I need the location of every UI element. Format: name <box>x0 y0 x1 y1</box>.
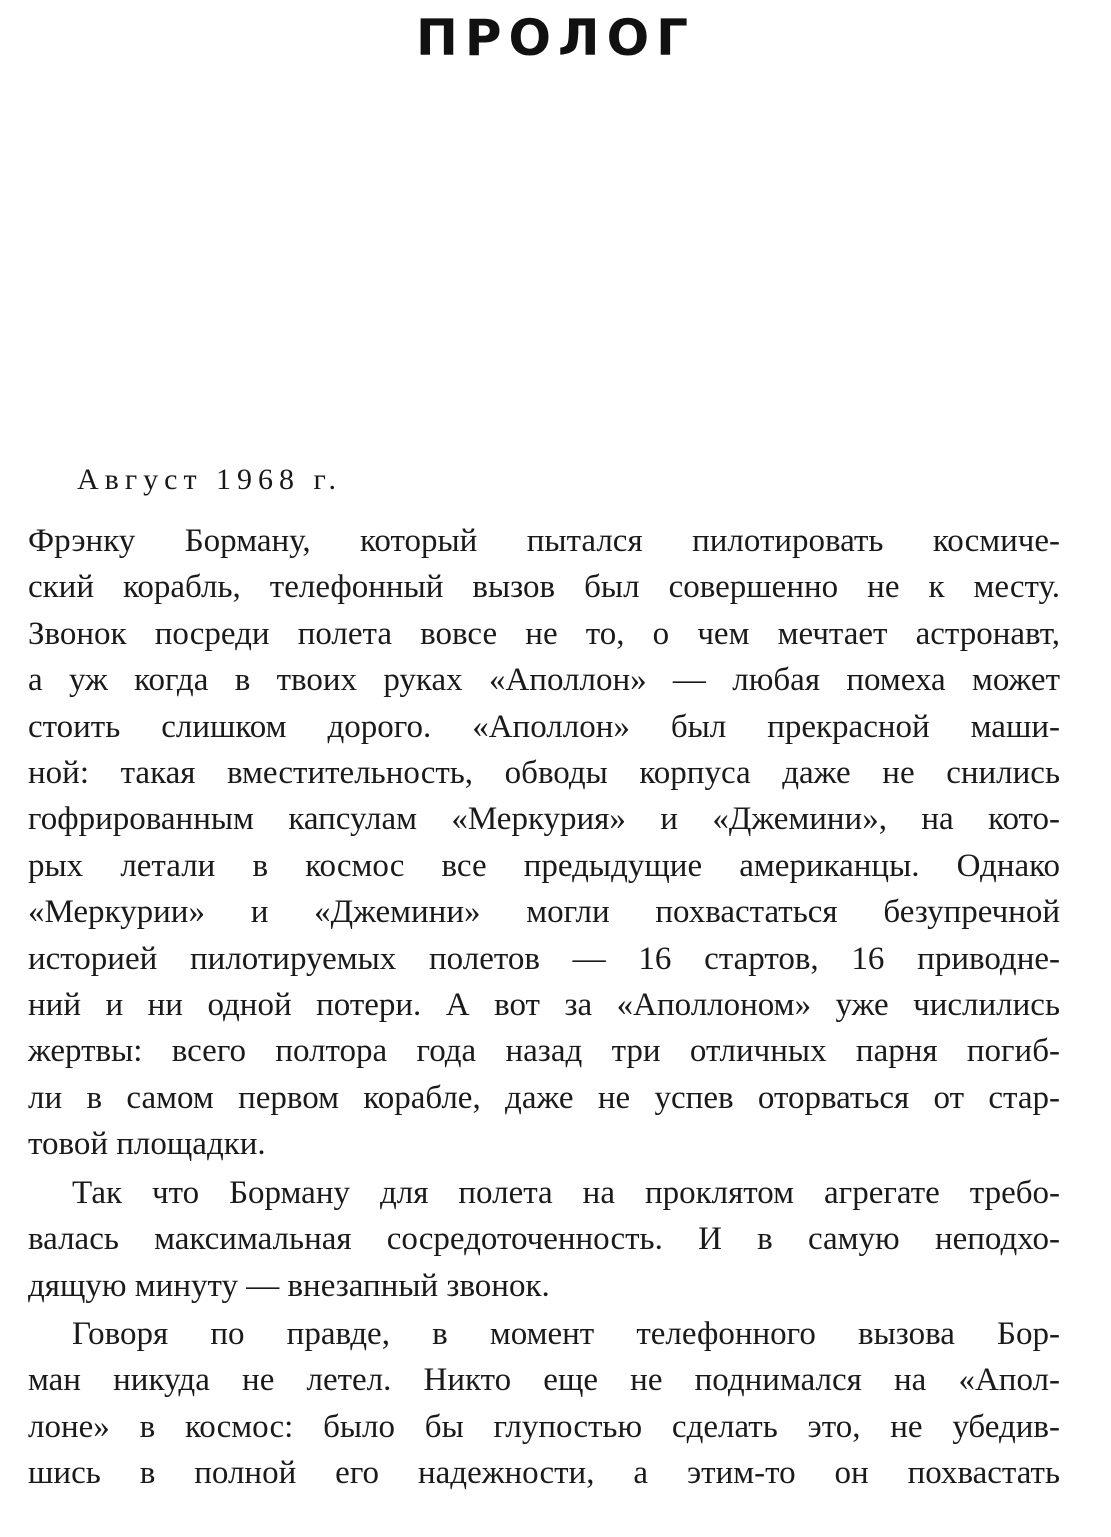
text-line: жертвы: всего полтора года назад три отличных парня погиб- <box>28 1033 1060 1070</box>
paragraph-1 <box>28 518 1060 1168</box>
text-line: Фрэнку Борману, который пытался пилотировать космиче- <box>28 523 1060 559</box>
text-line: Звонок посреди полета вовсе не то, о чем мечтает астронавт, <box>28 615 1060 652</box>
text-line: шись в полной его надежности, а этим-то он похвастать <box>28 1455 1060 1492</box>
text-line: ский корабль, телефонный вызов был совершенно не к месту. <box>28 569 1060 606</box>
text-line: историей пилотируемых полетов — 16 стартов, 16 приводне- <box>28 940 1060 977</box>
text-line: товой площадки. <box>28 1126 266 1163</box>
text-line: Так что Борману для полета на проклятом агрегате требо- <box>72 1174 1060 1211</box>
text-line: а уж когда в твоих руках «Аполлон» — любая помеха может <box>28 662 1060 699</box>
text-line: дящую минуту — внезапный звонок. <box>28 1267 550 1304</box>
text-line: валась максимальная сосредоточенность. И в самую неподхо- <box>28 1221 1060 1258</box>
text-line: ли в самом первом корабле, даже не успев оторваться от стар- <box>28 1079 1060 1116</box>
chapter-title: ПРОЛОГ <box>416 9 695 67</box>
text-line: ний и ни одной потери. А вот за «Аполлоном» уже числились <box>28 987 1060 1024</box>
paragraph-3 <box>28 1311 1060 1497</box>
paragraph-2 <box>28 1170 1060 1309</box>
text-line: гофрированным капсулам «Меркурия» и «Джемини», на кото- <box>28 801 1060 838</box>
text-line: ман никуда не летел. Никто еще не поднимался на «Апол- <box>28 1362 1060 1399</box>
text-line: ной: такая вместительность, обводы корпуса даже не снились <box>28 755 1060 792</box>
text-line: «Меркурии» и «Джемини» могли похвастаться безупречной <box>28 894 1060 931</box>
text-line: стоить слишком дорого. «Аполлон» был прекрасной маши- <box>28 708 1060 745</box>
text-line: лоне» в космос: было бы глупостью сделать это, не убедив- <box>28 1408 1060 1445</box>
body-text <box>28 518 1060 1499</box>
text-line: рых летали в космос все предыдущие американцы. Однако <box>28 847 1060 884</box>
text-line: Говоря по правде, в момент телефонного вызова Бор- <box>72 1315 1060 1352</box>
chapter-dateline: Август 1968 г. <box>77 463 342 496</box>
